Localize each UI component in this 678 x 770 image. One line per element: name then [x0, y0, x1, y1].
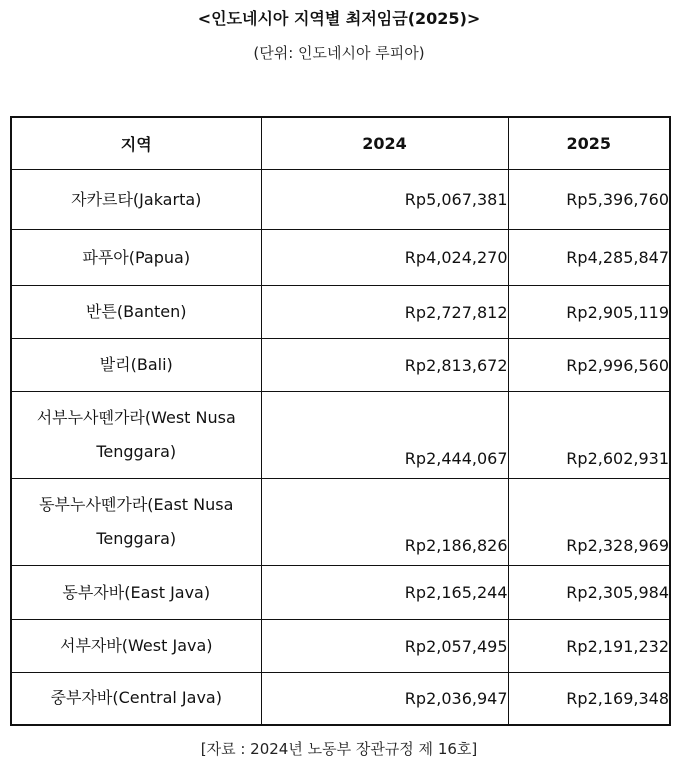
- wage-2024-cell: Rp2,444,067: [261, 392, 508, 479]
- wage-2024-cell: Rp2,813,672: [261, 339, 508, 392]
- wage-2025-cell: Rp2,169,348: [508, 673, 670, 725]
- region-cell: 반튼(Banten): [11, 286, 261, 339]
- table-row: [11, 392, 670, 479]
- region-cell: 파푸아(Papua): [11, 230, 261, 286]
- table-row: [11, 620, 670, 673]
- wage-2025-cell: Rp2,191,232: [508, 620, 670, 673]
- header-2025: 2025: [508, 117, 670, 170]
- wage-2025-cell: Rp2,905,119: [508, 286, 670, 339]
- region-cell: 발리(Bali): [11, 339, 261, 392]
- wage-2025-cell: Rp2,328,969: [508, 479, 670, 566]
- table-row: [11, 230, 670, 286]
- header-2024: 2024: [261, 117, 508, 170]
- region-cell: 중부자바(Central Java): [11, 673, 261, 725]
- wage-2025-cell: Rp2,602,931: [508, 392, 670, 479]
- wage-2025-cell: Rp2,305,984: [508, 566, 670, 620]
- wage-2024-cell: Rp2,036,947: [261, 673, 508, 725]
- table-row: [11, 339, 670, 392]
- region-cell: 동부자바(East Java): [11, 566, 261, 620]
- table-row: [11, 286, 670, 339]
- minimum-wage-table: [10, 116, 671, 726]
- region-cell: 서부자바(West Java): [11, 620, 261, 673]
- wage-2024-cell: Rp2,727,812: [261, 286, 508, 339]
- header-region: 지역: [11, 117, 261, 170]
- table-row: [11, 673, 670, 725]
- wage-2024-cell: Rp2,186,826: [261, 479, 508, 566]
- table-header-row: [11, 117, 670, 170]
- unit-note: (단위: 인도네시아 루피아): [253, 44, 425, 62]
- region-cell: 자카르타(Jakarta): [11, 170, 261, 230]
- wage-2024-cell: Rp5,067,381: [261, 170, 508, 230]
- region-cell: 동부누사뗀가라(East Nusa Tenggara): [11, 479, 261, 566]
- wage-2024-cell: Rp4,024,270: [261, 230, 508, 286]
- wage-2025-cell: Rp5,396,760: [508, 170, 670, 230]
- wage-2025-cell: Rp4,285,847: [508, 230, 670, 286]
- wage-2024-cell: Rp2,165,244: [261, 566, 508, 620]
- page-title: <인도네시아 지역별 최저임금(2025)>: [197, 9, 481, 28]
- wage-2024-cell: Rp2,057,495: [261, 620, 508, 673]
- region-cell: 서부누사뗀가라(West Nusa Tenggara): [11, 392, 261, 479]
- table-row: [11, 566, 670, 620]
- wage-2025-cell: Rp2,996,560: [508, 339, 670, 392]
- source-note: [자료 : 2024년 노동부 장관규정 제 16호]: [200, 740, 478, 758]
- table-row: [11, 170, 670, 230]
- table-row: [11, 479, 670, 566]
